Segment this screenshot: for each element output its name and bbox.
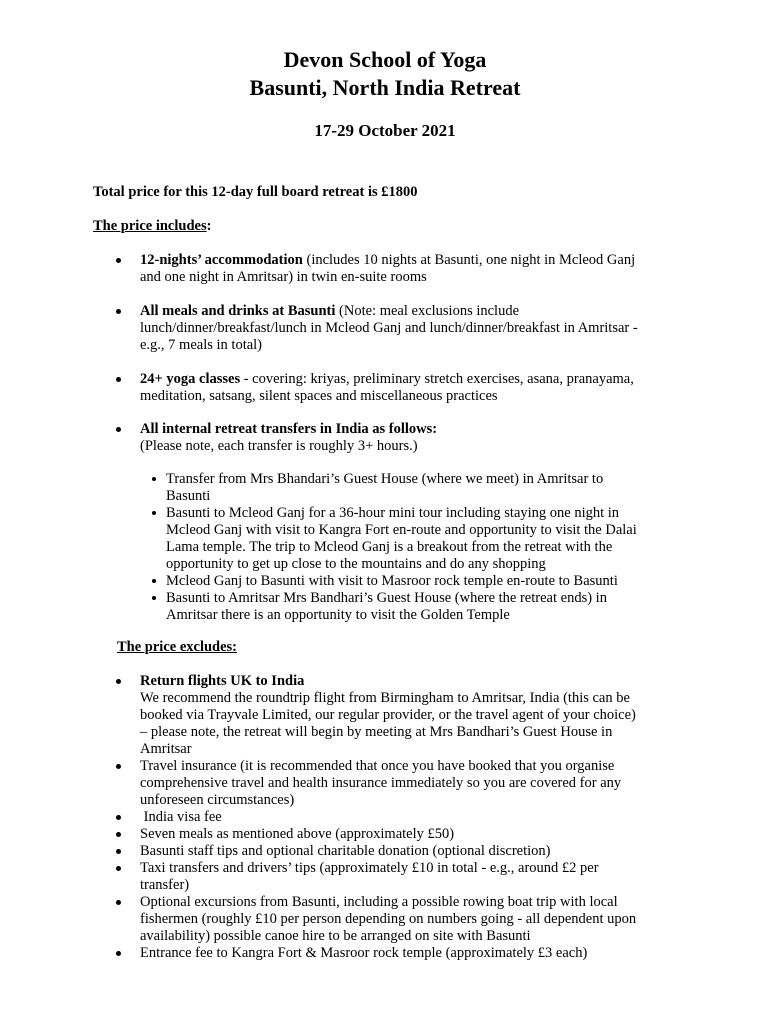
transfer-item-4-cont: Amritsar there is an opportunity to visit the Golden Temple (166, 607, 510, 623)
exclude-flights-title: Return flights UK to India (140, 673, 305, 689)
retreat-dates: 17-29 October 2021 (314, 121, 456, 140)
include-item-2-bold: All meals and drinks at Basunti (140, 303, 336, 319)
bullet-icon (115, 844, 123, 852)
transfer-item-3: Mcleod Ganj to Basunti with visit to Masroor rock temple en-route to Basunti (166, 573, 618, 589)
sub-bullet-icon (151, 591, 159, 599)
bullet-icon (115, 946, 123, 954)
bullet-icon (115, 422, 123, 430)
exclude-item-insurance-cont: unforeseen circumstances) (140, 792, 295, 808)
include-item-2-rest: (Note: meal exclusions include (335, 303, 520, 319)
sub-bullet-icon (151, 574, 159, 582)
includes-heading (93, 218, 211, 235)
include-item-1-rest: (includes 10 nights at Basunti, one night in Mcleod Ganj (302, 252, 636, 268)
include-item-1-bold: 12-nights’ accommodation (140, 252, 303, 268)
include-item-1 (140, 252, 635, 269)
transfer-item-1: Transfer from Mrs Bhandari’s Guest House (where we meet) in Amritsar to (166, 471, 604, 487)
include-item-3-bold: 24+ yoga classes (140, 371, 241, 387)
transfer-item-2-cont: opportunity to get up close to the mountains and do any shopping (166, 556, 546, 572)
exclude-item-meals: Seven meals as mentioned above (approximately £50) (140, 826, 455, 842)
include-item-2-cont: lunch/dinner/breakfast/lunch in Mcleod Ganj and lunch/dinner/breakfast in Amritsar - (140, 320, 638, 336)
exclude-item-tips: Basunti staff tips and optional charitable donation (optional discretion) (140, 843, 551, 859)
exclude-flights-text: We recommend the roundtrip flight from Birmingham to Amritsar, India (this can be (140, 690, 630, 706)
bullet-icon (115, 759, 123, 767)
include-item-2-cont: e.g., 7 meals in total) (140, 337, 263, 353)
bullet-icon (115, 372, 123, 380)
include-item-4 (140, 421, 437, 438)
exclude-item-visa: India visa fee (140, 809, 222, 825)
includes-heading-text: The price includes (93, 218, 207, 234)
transfer-item-2-cont: Mcleod Ganj with visit to Kangra Fort en-route and opportunity to visit the Dalai (166, 522, 637, 538)
includes-heading-colon: : (206, 218, 212, 234)
bullet-icon (115, 895, 123, 903)
include-item-4-cont: (Please note, each transfer is roughly 3+ hours.) (140, 438, 418, 454)
include-item-2 (140, 303, 519, 320)
exclude-item-excursions-cont: availability) possible canoe hire to be arranged on site with Basunti (140, 928, 531, 944)
exclude-flights-text: Amritsar (140, 741, 192, 757)
transfer-item-2: Basunti to Mcleod Ganj for a 36-hour mini tour including staying one night in (166, 505, 620, 521)
exclude-item-insurance-cont: comprehensive travel and health insurance immediately so you are covered for any (140, 775, 622, 791)
exclude-item-taxi-cont: transfer) (140, 877, 190, 893)
bullet-icon (115, 861, 123, 869)
total-price: Total price for this 12-day full board retreat is £1800 (93, 184, 418, 200)
exclude-item-taxi: Taxi transfers and drivers’ tips (approximately £10 in total - e.g., around £2 per (140, 860, 599, 876)
exclude-item-entrance: Entrance fee to Kangra Fort & Masroor rock temple (approximately £3 each) (140, 945, 588, 961)
exclude-item-excursions: Optional excursions from Basunti, including a possible rowing boat trip with local (140, 894, 618, 910)
title-line-1: Devon School of Yoga (283, 47, 487, 72)
include-item-4-bold: All internal retreat transfers in India as follows: (140, 421, 438, 437)
exclude-flights-text: – please note, the retreat will begin by meeting at Mrs Bandhari’s Guest House in (140, 724, 613, 740)
bullet-icon (115, 253, 123, 261)
transfer-item-1-cont: Basunti (166, 488, 211, 504)
include-item-3 (140, 371, 634, 388)
excludes-heading: The price excludes: (117, 639, 238, 655)
bullet-icon (115, 810, 123, 818)
exclude-item-excursions-cont: fishermen (roughly £10 per person depending on numbers going - all dependent upon (140, 911, 637, 927)
title-line-2: Basunti, North India Retreat (249, 75, 521, 100)
include-item-3-rest: - covering: kriyas, preliminary stretch exercises, asana, pranayama, (240, 371, 634, 387)
include-item-1-cont: and one night in Amritsar) in twin en-suite rooms (140, 269, 427, 285)
transfer-item-2-cont: Lama temple. The trip to Mcleod Ganj is a breakout from the retreat with the (166, 539, 613, 555)
sub-bullet-icon (151, 506, 159, 514)
transfer-item-4: Basunti to Amritsar Mrs Bandhari’s Guest House (where the retreat ends) in (166, 590, 607, 606)
sub-bullet-icon (151, 472, 159, 480)
include-item-3-cont: meditation, satsang, silent spaces and miscellaneous practices (140, 388, 498, 404)
bullet-icon (115, 304, 123, 312)
exclude-item-insurance: Travel insurance (it is recommended that once you have booked that you organise (140, 758, 615, 774)
exclude-flights-text: booked via Trayvale Limited, our regular provider, or the travel agent of your choice) (140, 707, 636, 723)
bullet-icon (115, 674, 123, 682)
bullet-icon (115, 827, 123, 835)
